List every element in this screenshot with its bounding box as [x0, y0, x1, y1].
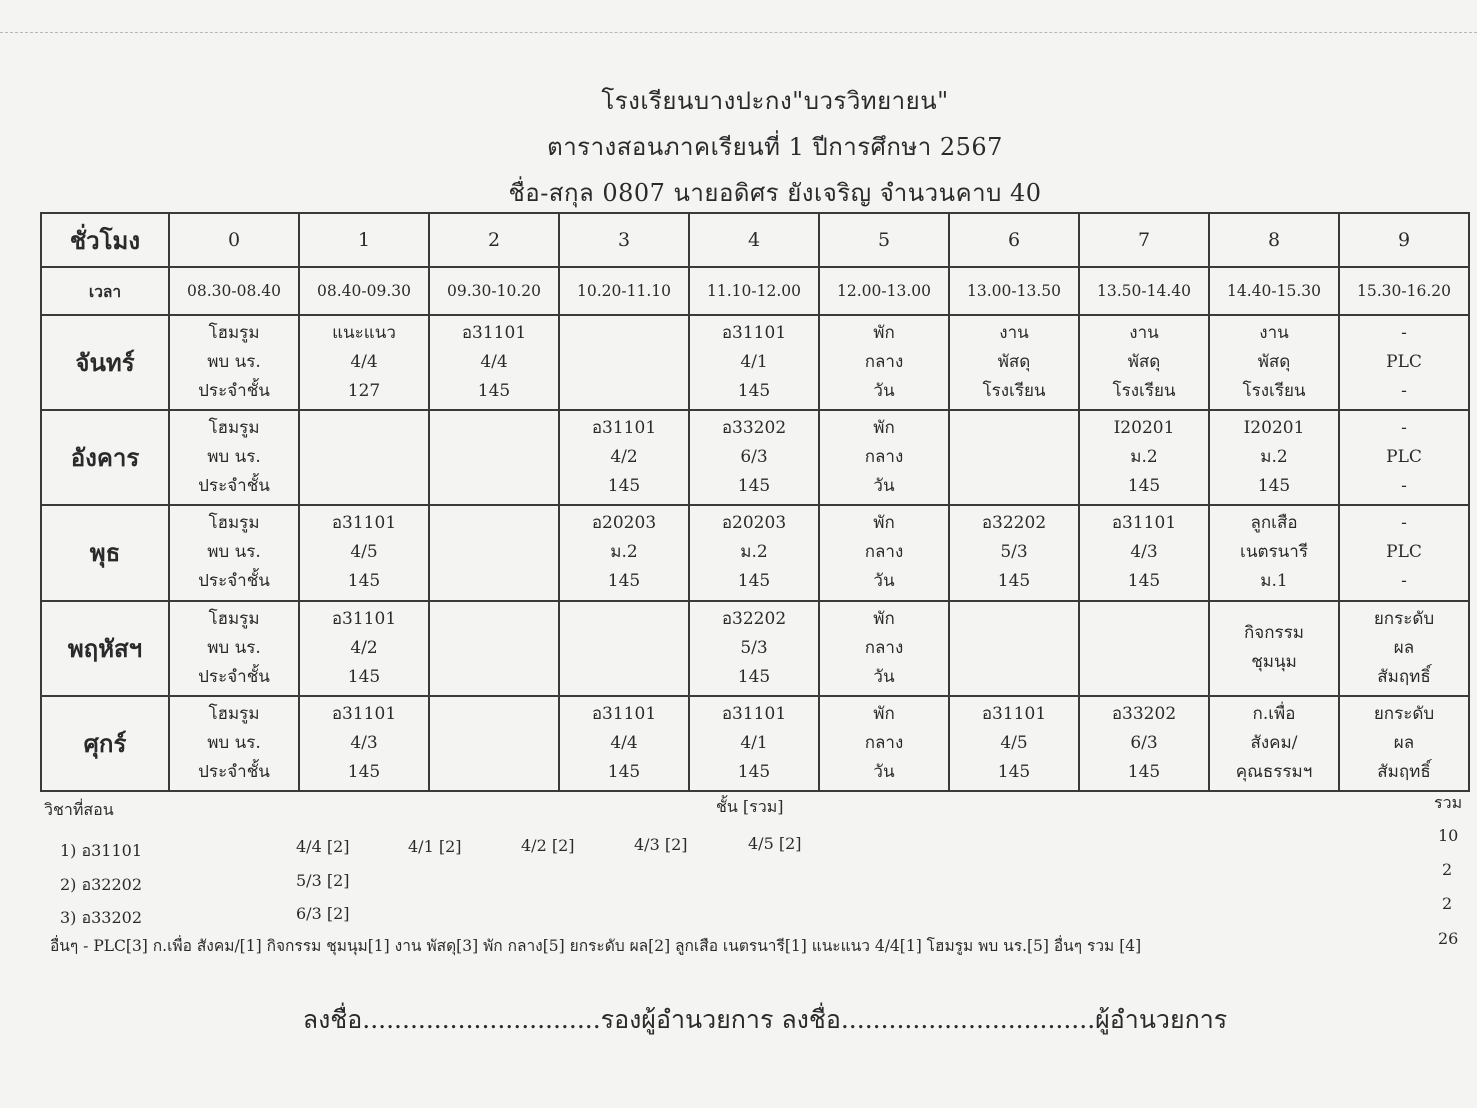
period-number: 3: [559, 213, 689, 267]
schedule-cell: [299, 505, 429, 600]
schedule-cell: [559, 410, 689, 505]
schedule-cell: [1339, 315, 1469, 410]
cell-line: ม.1: [1260, 571, 1288, 592]
schedule-cell: [689, 601, 819, 696]
schedule-cell: [559, 601, 689, 696]
cell-line: 145: [737, 666, 771, 687]
cell-line: ม.2: [1130, 447, 1158, 468]
cell-line: โรงเรียน: [1112, 381, 1176, 402]
cell-line: อ31101: [721, 703, 787, 724]
cell-line: แนะแนว: [332, 323, 396, 344]
cell-line: -: [1401, 571, 1407, 592]
cell-line: 4/5: [1000, 732, 1028, 753]
schedule-cell: [299, 601, 429, 696]
cell-line: 4/3: [1130, 542, 1158, 563]
cell-line: วัน: [873, 476, 895, 497]
other-total: 26: [1438, 929, 1459, 948]
schedule-cell: [949, 505, 1079, 600]
cell-line: 5/3: [1000, 542, 1028, 563]
schedule-cell: [559, 696, 689, 791]
cell-line: สังคม/: [1250, 732, 1298, 753]
subject-code: 1) อ31101: [60, 841, 143, 860]
cell-line: 145: [607, 761, 641, 782]
schedule-cell: [689, 410, 819, 505]
cell-line: พัสดุ: [1127, 352, 1161, 373]
cell-line: สัมฤทธิ์: [1377, 761, 1431, 782]
schedule-cell: [1079, 696, 1209, 791]
subjects-label: วิชาที่สอน: [44, 800, 114, 819]
document-header: [0, 78, 1477, 216]
cell-line: ยกระดับ: [1373, 703, 1435, 724]
cell-line: อ33202: [1111, 703, 1177, 724]
time-slot: 13.00-13.50: [949, 267, 1079, 315]
day-name: พุธ: [41, 505, 169, 600]
cell-line: 6/3: [740, 447, 768, 468]
period-number: 9: [1339, 213, 1469, 267]
class-count: 4/1 [2]: [408, 837, 462, 856]
cell-line: 145: [347, 761, 381, 782]
time-label: เวลา: [41, 267, 169, 315]
cell-line: 145: [477, 381, 511, 402]
cell-line: ประจำชั้น: [198, 666, 270, 687]
schedule-cell: [1209, 601, 1339, 696]
schedule-cell: [429, 410, 559, 505]
schedule-cell: [949, 696, 1079, 791]
period-number: 1: [299, 213, 429, 267]
cell-line: อ32202: [981, 513, 1047, 534]
schedule-cell: [1209, 410, 1339, 505]
schedule-cell: [1079, 505, 1209, 600]
cell-line: โฮมรูม: [208, 323, 260, 344]
schedule-cell: [429, 696, 559, 791]
time-slot: 12.00-13.00: [819, 267, 949, 315]
time-slot: 08.40-09.30: [299, 267, 429, 315]
period-number: 2: [429, 213, 559, 267]
cell-line: ผล: [1393, 732, 1415, 753]
schedule-cell: [689, 505, 819, 600]
schedule-cell: [949, 601, 1079, 696]
day-row: [41, 505, 1469, 600]
day-name: จันทร์: [41, 315, 169, 410]
cell-line: เนตรนารี: [1240, 542, 1308, 563]
cell-line: 127: [347, 381, 381, 402]
cell-line: พบ นร.: [207, 542, 261, 563]
cell-line: สัมฤทธิ์: [1377, 666, 1431, 687]
cell-line: 145: [737, 476, 771, 497]
cell-line: 4/3: [350, 732, 378, 753]
cell-line: ลูกเสือ: [1250, 513, 1298, 534]
schedule-cell: [949, 410, 1079, 505]
day-row: [41, 315, 1469, 410]
cell-line: 145: [1257, 476, 1291, 497]
cell-line: PLC: [1386, 542, 1422, 563]
schedule-title: ตารางสอนภาคเรียนที่ 1 ปีการศึกษา 2567: [547, 133, 1003, 161]
subject-total: 2: [1442, 860, 1453, 879]
period-label: ชั่วโมง: [41, 213, 169, 267]
cell-line: อ31101: [591, 418, 657, 439]
cell-line: อ31101: [331, 703, 397, 724]
cell-line: พบ นร.: [207, 637, 261, 658]
subject-total: 10: [1438, 826, 1459, 845]
cell-line: โฮมรูม: [208, 418, 260, 439]
cell-line: -: [1401, 323, 1407, 344]
class-count: 6/3 [2]: [296, 904, 350, 923]
signature-line: ลงชื่อ..............................รองผู้อำนวยการ ลงชื่อ................................ผู้อำนวยการ: [302, 1005, 1228, 1034]
schedule-cell: [169, 601, 299, 696]
teacher-info: ชื่อ-สกุล 0807 นายอดิศร ยังเจริญ จำนวนคาบ 40: [508, 179, 1042, 207]
schedule-cell: [299, 696, 429, 791]
cell-line: พัสดุ: [997, 352, 1031, 373]
cell-line: อ31101: [331, 608, 397, 629]
schedule-cell: [1079, 410, 1209, 505]
time-row: [41, 267, 1469, 315]
other-activities: อื่นๆ - PLC[3] ก.เพื่อ สังคม/[1] กิจกรรม ชุมนุม[1] งาน พัสดุ[3] พัก กลาง[5] ยกระดับ ผล[2] ลูกเสือ เนตรนารี[1] แนะแนว 4/4[1] โฮมรูม พบ นร.[5] อื่นๆ รวม [4]: [50, 937, 1142, 955]
cell-line: ประจำชั้น: [198, 571, 270, 592]
cell-line: 4/4: [610, 732, 638, 753]
cell-line: -: [1401, 476, 1407, 497]
schedule-cell: [689, 696, 819, 791]
cell-line: อ31101: [331, 513, 397, 534]
cell-line: ชุมนุม: [1251, 652, 1297, 673]
cell-line: -: [1401, 381, 1407, 402]
top-dashed-line: [0, 32, 1477, 33]
schedule-cell: [819, 696, 949, 791]
cell-line: 145: [1127, 761, 1161, 782]
schedule-cell: [559, 315, 689, 410]
schedule-cell: [819, 315, 949, 410]
class-count: 4/4 [2]: [296, 837, 350, 856]
cell-line: ประจำชั้น: [198, 761, 270, 782]
cell-line: โรงเรียน: [1242, 381, 1306, 402]
day-name: ศุกร์: [41, 696, 169, 791]
cell-line: 4/1: [740, 352, 768, 373]
day-row: [41, 410, 1469, 505]
cell-line: โฮมรูม: [208, 703, 260, 724]
cell-line: ม.2: [740, 542, 768, 563]
schedule-cell: [819, 410, 949, 505]
day-name: พฤหัสฯ: [41, 601, 169, 696]
period-number: 6: [949, 213, 1079, 267]
cell-line: อ31101: [721, 323, 787, 344]
cell-line: 145: [1127, 571, 1161, 592]
class-count: 4/2 [2]: [521, 836, 575, 855]
day-row: [41, 696, 1469, 791]
cell-line: PLC: [1386, 447, 1422, 468]
schedule-cell: [819, 505, 949, 600]
schedule-cell: [429, 505, 559, 600]
subject-code: 3) อ33202: [60, 908, 143, 927]
cell-line: พบ นร.: [207, 352, 261, 373]
cell-line: งาน: [1129, 323, 1159, 344]
cell-line: โฮมรูม: [208, 513, 260, 534]
class-count: 4/3 [2]: [634, 835, 688, 854]
period-number: 4: [689, 213, 819, 267]
subject-total: 2: [1442, 894, 1453, 913]
period-number: 7: [1079, 213, 1209, 267]
cell-line: พัก: [873, 323, 895, 344]
schedule-cell: [169, 315, 299, 410]
schedule-cell: [429, 601, 559, 696]
cell-line: อ31101: [981, 703, 1047, 724]
subject-code: 2) อ32202: [60, 875, 143, 894]
schedule-cell: [819, 601, 949, 696]
cell-line: กลาง: [864, 447, 904, 468]
schedule-cell: [1339, 601, 1469, 696]
period-number: 8: [1209, 213, 1339, 267]
cell-line: PLC: [1386, 352, 1422, 373]
cell-line: 145: [997, 761, 1031, 782]
cell-line: 145: [347, 666, 381, 687]
cell-line: 145: [997, 571, 1031, 592]
time-slot: 15.30-16.20: [1339, 267, 1469, 315]
cell-line: กลาง: [864, 637, 904, 658]
schedule-cell: [1339, 410, 1469, 505]
day-row: [41, 601, 1469, 696]
classes-label: ชั้น [รวม]: [716, 797, 784, 816]
schedule-cell: [1209, 315, 1339, 410]
time-slot: 13.50-14.40: [1079, 267, 1209, 315]
cell-line: โฮมรูม: [208, 608, 260, 629]
cell-line: ยกระดับ: [1373, 608, 1435, 629]
cell-line: อ32202: [721, 608, 787, 629]
cell-line: วัน: [873, 381, 895, 402]
cell-line: กลาง: [864, 352, 904, 373]
cell-line: ม.2: [1260, 447, 1288, 468]
cell-line: อ20203: [591, 513, 657, 534]
school-name: โรงเรียนบางปะกง"บวรวิทยายน": [601, 87, 949, 115]
period-number: 0: [169, 213, 299, 267]
time-slot: 08.30-08.40: [169, 267, 299, 315]
cell-line: พัก: [873, 608, 895, 629]
cell-line: -: [1401, 513, 1407, 534]
cell-line: อ31101: [461, 323, 527, 344]
cell-line: คุณธรรมฯ: [1235, 761, 1313, 782]
cell-line: อ31101: [1111, 513, 1177, 534]
cell-line: ก.เพื่อ: [1252, 703, 1296, 724]
time-slot: 11.10-12.00: [689, 267, 819, 315]
day-name: อังคาร: [41, 410, 169, 505]
cell-line: 145: [607, 571, 641, 592]
cell-line: พัก: [873, 513, 895, 534]
cell-line: วัน: [873, 761, 895, 782]
cell-line: พบ นร.: [207, 447, 261, 468]
cell-line: พบ นร.: [207, 732, 261, 753]
cell-line: งาน: [999, 323, 1029, 344]
cell-line: 4/4: [480, 352, 508, 373]
time-slot: 09.30-10.20: [429, 267, 559, 315]
schedule-cell: [299, 315, 429, 410]
schedule-cell: [1209, 696, 1339, 791]
cell-line: พัก: [873, 418, 895, 439]
cell-line: 145: [607, 476, 641, 497]
cell-line: I20201: [1113, 418, 1175, 439]
cell-line: 5/3: [740, 637, 768, 658]
cell-line: พัก: [873, 703, 895, 724]
cell-line: I20201: [1243, 418, 1305, 439]
cell-line: โรงเรียน: [982, 381, 1046, 402]
timetable: [40, 212, 1470, 792]
cell-line: 4/2: [350, 637, 378, 658]
total-label: รวม: [1434, 793, 1463, 812]
cell-line: 4/5: [350, 542, 378, 563]
schedule-cell: [169, 410, 299, 505]
schedule-cell: [169, 696, 299, 791]
cell-line: 4/1: [740, 732, 768, 753]
schedule-cell: [1079, 315, 1209, 410]
time-slot: 14.40-15.30: [1209, 267, 1339, 315]
cell-line: ผล: [1393, 637, 1415, 658]
cell-line: 145: [1127, 476, 1161, 497]
schedule-cell: [1079, 601, 1209, 696]
schedule-cell: [299, 410, 429, 505]
cell-line: 4/2: [610, 447, 638, 468]
schedule-cell: [169, 505, 299, 600]
schedule-cell: [1339, 505, 1469, 600]
cell-line: 145: [737, 571, 771, 592]
cell-line: อ20203: [721, 513, 787, 534]
cell-line: กิจกรรม: [1243, 623, 1304, 644]
schedule-cell: [429, 315, 559, 410]
schedule-cell: [949, 315, 1079, 410]
class-count: 4/5 [2]: [748, 834, 802, 853]
cell-line: พัสดุ: [1257, 352, 1291, 373]
cell-line: 145: [737, 761, 771, 782]
schedule-cell: [559, 505, 689, 600]
cell-line: อ31101: [591, 703, 657, 724]
cell-line: ประจำชั้น: [198, 476, 270, 497]
schedule-cell: [1209, 505, 1339, 600]
cell-line: 145: [737, 381, 771, 402]
period-number: 5: [819, 213, 949, 267]
cell-line: กลาง: [864, 542, 904, 563]
cell-line: งาน: [1259, 323, 1289, 344]
cell-line: 6/3: [1130, 732, 1158, 753]
period-row: [41, 213, 1469, 267]
cell-line: กลาง: [864, 732, 904, 753]
cell-line: อ33202: [721, 418, 787, 439]
cell-line: วัน: [873, 666, 895, 687]
time-slot: 10.20-11.10: [559, 267, 689, 315]
cell-line: วัน: [873, 571, 895, 592]
cell-line: ม.2: [610, 542, 638, 563]
class-count: 5/3 [2]: [296, 871, 350, 890]
cell-line: 4/4: [350, 352, 378, 373]
cell-line: -: [1401, 418, 1407, 439]
cell-line: 145: [347, 571, 381, 592]
schedule-cell: [689, 315, 819, 410]
cell-line: ประจำชั้น: [198, 381, 270, 402]
schedule-cell: [1339, 696, 1469, 791]
